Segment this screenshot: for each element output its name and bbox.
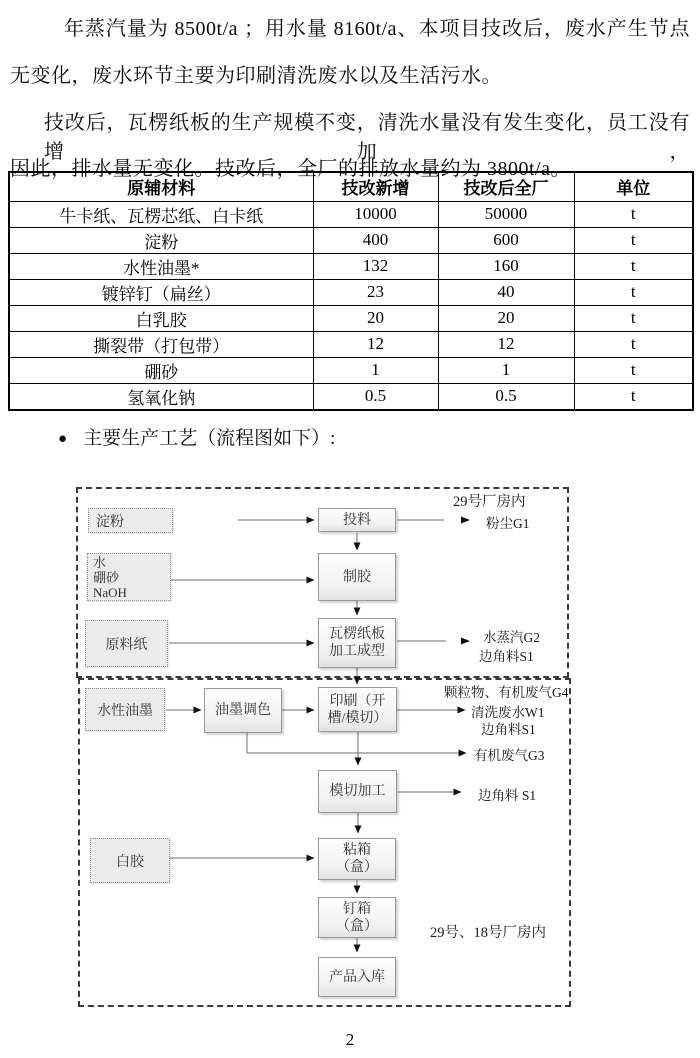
flow-step-board-forming-line1: 瓦楞纸板 (329, 627, 385, 642)
col-header-material: 原辅材料 (9, 172, 313, 201)
paragraph-line: 因此，排水量无变化。技改后，全厂的排放水量约为 3800t/a。 (10, 158, 571, 180)
cell-added: 23 (313, 279, 438, 305)
flow-step-feeding-label: 投料 (343, 512, 371, 528)
col-header-total: 技改后全厂 (438, 172, 574, 201)
cell-material: 镀锌钉（扁丝） (9, 279, 313, 305)
col-header-added: 技改新增 (313, 172, 438, 201)
flow-input-raw-paper (85, 620, 168, 667)
cell-total: 0.5 (438, 383, 574, 410)
flow-step-die-cutting-label: 模切加工 (329, 784, 386, 799)
cell-total: 600 (438, 227, 574, 253)
flow-input-white-glue (90, 838, 170, 883)
flow-step-warehousing (318, 957, 396, 997)
flow-step-die-cutting (318, 770, 397, 813)
flow-step-box-nailing (318, 897, 396, 938)
cell-unit: t (574, 201, 693, 227)
cell-total: 1 (438, 357, 574, 383)
table-row (9, 383, 693, 410)
table-row (9, 357, 693, 383)
cell-unit: t (574, 357, 693, 383)
cell-total: 160 (438, 253, 574, 279)
flow-step-box-gluing (318, 838, 396, 880)
table-row (9, 279, 693, 305)
flow-output-wash-water-w1: 清洗废水W1 (471, 705, 545, 720)
table-header-row (9, 172, 693, 201)
cell-added: 1 (313, 357, 438, 383)
flow-step-glue-making (318, 553, 396, 601)
flow-step-ink-mixing (204, 688, 282, 733)
page-number: 2 (345, 1030, 355, 1049)
cell-added: 132 (313, 253, 438, 279)
flow-step-board-forming (318, 618, 396, 668)
col-header-unit: 单位 (574, 172, 693, 201)
cell-material: 氢氧化钠 (9, 383, 313, 410)
cell-material: 水性油墨* (9, 253, 313, 279)
flow-output-dust-g1: 粉尘G1 (486, 516, 530, 531)
paragraph-line: 年蒸汽量为 8500t/a ；用水量 8160t/a、本项目技改后，废水产生节点 (64, 18, 690, 40)
cell-added: 12 (313, 331, 438, 357)
cell-material: 白乳胶 (9, 305, 313, 331)
bullet-heading-text: 主要生产工艺（流程图如下）: (83, 428, 336, 449)
bullet-icon: ● (58, 431, 68, 447)
flow-output-scrap-s1: 边角料S1 (481, 722, 536, 737)
table-row (9, 305, 693, 331)
cell-unit: t (574, 227, 693, 253)
flow-input-ink-label: 水性油墨 (97, 703, 153, 719)
cell-material: 淀粉 (9, 227, 313, 253)
flow-input-borax-label: 硼砂 (93, 569, 120, 585)
flow-step-box-nailing-line1: 钉箱 (343, 901, 371, 917)
flow-step-ink-mixing-label: 油墨调色 (215, 703, 271, 718)
materials-table (8, 171, 694, 411)
cell-added: 10000 (313, 201, 438, 227)
flow-input-starch (88, 508, 173, 533)
flow-step-printing (318, 687, 397, 732)
bullet-heading (58, 423, 335, 450)
flow-input-white-glue-label: 白胶 (116, 854, 144, 870)
table-row (9, 331, 693, 357)
flow-input-water-borax-naoh (87, 553, 171, 601)
cell-total: 20 (438, 305, 574, 331)
flow-step-board-forming-line2: 加工成型 (329, 644, 385, 659)
cell-unit: t (574, 279, 693, 305)
flow-input-raw-paper-label: 原料纸 (105, 637, 148, 653)
flow-step-warehousing-label: 产品入库 (329, 969, 385, 985)
cell-unit: t (574, 253, 693, 279)
cell-material: 牛卡纸、瓦楞芯纸、白卡纸 (9, 201, 313, 227)
cell-material: 硼砂 (9, 357, 313, 383)
flow-output-voc-g3: 有机废气G3 (474, 748, 545, 763)
cell-added: 400 (313, 227, 438, 253)
cell-added: 20 (313, 305, 438, 331)
flow-step-feeding (318, 508, 396, 532)
flow-output-scrap-s1: 边角料S1 (479, 649, 534, 664)
cell-unit: t (574, 331, 693, 357)
flow-step-glue-making-label: 制胶 (343, 569, 371, 585)
cell-total: 40 (438, 279, 574, 305)
flow-step-box-gluing-line2: （盒） (336, 860, 378, 875)
flow-step-printing-line2: 槽/模切） (327, 710, 388, 726)
cell-unit: t (574, 383, 693, 410)
flow-output-scrap-s1: 边角料 S1 (478, 788, 537, 803)
zone2-label: 29号、18号厂房内 (430, 925, 546, 941)
flow-step-box-nailing-line2: （盒） (336, 918, 378, 934)
cell-total: 50000 (438, 201, 574, 227)
table-row (9, 227, 693, 253)
flow-step-box-gluing-line1: 粘箱 (343, 843, 371, 858)
flow-step-printing-line1: 印刷（开 (329, 693, 386, 709)
cell-material: 撕裂带（打包带） (9, 331, 313, 357)
zone1-label: 29号厂房内 (453, 494, 526, 510)
flow-input-water-label: 水 (93, 554, 107, 570)
cell-unit: t (574, 305, 693, 331)
flow-output-steam-g2: 水蒸汽G2 (483, 630, 540, 645)
cell-total: 12 (438, 331, 574, 357)
paragraph-line: 无变化，废水环节主要为印刷清洗废水以及生活污水。 (10, 65, 502, 87)
flow-input-starch-label: 淀粉 (96, 514, 124, 530)
table-row (9, 253, 693, 279)
paragraph-line: 技改后，瓦楞纸板的生产规模不变，清洗水量没有发生变化，员工没有增加， (44, 112, 690, 163)
flow-input-ink (85, 688, 165, 731)
cell-added: 0.5 (313, 383, 438, 410)
flow-output-pm-voc-g4: 颗粒物、有机废气G4 (444, 685, 569, 700)
table-row (9, 201, 693, 227)
flow-input-naoh-label: NaOH (93, 584, 127, 600)
